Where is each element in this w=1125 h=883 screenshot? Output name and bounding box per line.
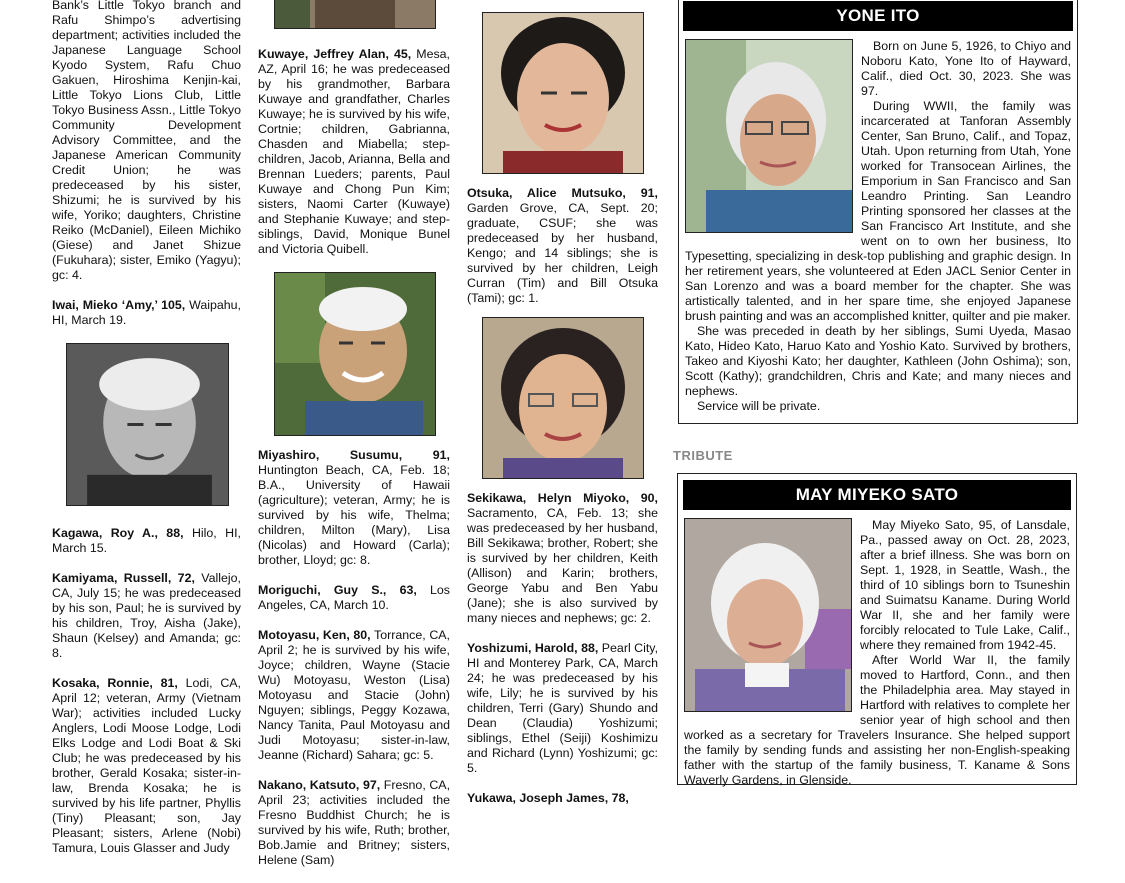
obit-otsuka: Otsuka, Alice Mutsuko, 91, Garden Grove, CA, Sept. 20; graduate, CSUF; she was predeceased by her husband, Kengo; and 14 siblings; she is survived by her children, Leigh Curran (Tim) and Bill Otsuka (Tami); gc: 1.: [467, 186, 658, 305]
obit-sekikawa: Sekikawa, Helyn Miyoko, 90, Sacramento, CA, Feb. 13; she was predeceased by her husband, Bill Sekikawa; brother, Robert; she is survived by her children, Keith (Allison) and Karin; brothers, George Yabu and Ben Yabu (Jane); she is also survived by many nieces and nephews; gc: 2.: [467, 491, 658, 625]
obit-motoyasu: Motoyasu, Ken, 80, Torrance, CA, April 2; he is survived by his wife, Joyce; children, Wayne (Stacie Wu) Motoyasu, Weston (Lisa) Motoyasu and Stacie (John) Nguyen; siblings, Peggy Kozawa, Nancy Tanita, Paul Motoyasu and Judi Motoyasu; sister-in-law, Jeanne (Richard) Sahara; gc: 5.: [258, 628, 451, 762]
photo-top-cropped: [274, 0, 436, 29]
photo-iwai: [66, 343, 229, 506]
obit-column-2: [258, 0, 450, 883]
obit-column-3: [467, 0, 658, 821]
obituary-title: YONE ITO: [683, 1, 1073, 31]
obit-kuwaye: Kuwaye, Jeffrey Alan, 45, Mesa, AZ, April 16; he was predeceased by his grandmother, Barbara Kuwaye and grandfather, Charles Kuwaye; he is survived by his wife, Cortnie; children, Gabrianna, Chasden and Miabella; step-children, Jacob, Arianna, Bella and Brennan Lueders; parents, Paul Kuwaye and Chong Pun Kim; sisters, Naomi Carter (Kuwaye) and Stephanie Kuwaye; and step-siblings, David, Monique Bunel and Victoria Quibell.: [258, 47, 451, 256]
obit-name: Iwai, Mieko ‘Amy,’ 105,: [52, 298, 186, 312]
obit-miyashiro: Miyashiro, Susumu, 91, Huntington Beach, CA, Feb. 18; B.A., University of Hawaii (agriculture); veteran, Army; he is survived by his wife, Thelma; children, Milton (Mary), Lisa (Nicolas) and Howard (Carla); brother, Lloyd; gc: 8.: [258, 448, 450, 567]
obituary-box-may-sato: [677, 473, 1077, 785]
obit-continuation: Bank’s Little Tokyo branch and Rafu Shimpo’s advertising department; activities included the Japanese Language School Kyodo System, Rafu Chuo Gakuen, Hiroshima Kenjin-kai, Little Tokyo Lions Club, Little Tokyo Business Assn., Little Tokyo Community Development Advisory Committee, and the Japanese American Community Credit Union; he was predeceased by his sister, Shizumi; he is survived by his wife, Yoriko; daughters, Christine Reiko (McDaniel), Eileen Michiko (Giese) and Janet Shizue (Fukuhara); sister, Emiko (Yagyu); gc: 4.: [52, 0, 241, 282]
photo-otsuka: [482, 12, 644, 174]
obituary-text: Born on June 5, 1926, to Chiyo and Noboru Kato, Yone Ito of Hayward, Calif., died Oct. 30, 2023. She was 97. During WWII, the family was incarcerated at Tanforan Assembly Center, San Bruno, Calif., and Topaz, Utah. Upon returning from Utah, Yone worked for Transocean Airlines, the Emporium in San Francisco and San Leandro Printing. San Leandro Printing sponsored her classes at the San Francisco Art Institute, and she went on to own her business, Ito Typesetting, specializing in desk-top publishing and graphic design. In her retirement years, she volunteered at Eden JACL Senior Center in San Lorenzo and was a board member for the chapter. She was artistically talented, and in her spare time, she enjoyed Japanese brush painting and was an accomplished knitter, quilter and pie maker. She was preceded in death by her siblings, Sumi Uyeda, Masao Kato, Hideo Kato, Haruo Kato and Yoshio Kato. Survived by brothers, Takeo and Kiyoshi Kato; her daughter, Kathleen (John Oshima); son, Scott (Kathy); grandchildren, Chris and Kate; and many nieces and nephews. Service will be private.: [685, 39, 1071, 413]
photo-may-sato: [684, 518, 852, 712]
obituary-box-yone-ito: [678, 0, 1078, 424]
obit-nakano: Nakano, Katsuto, 97, Fresno, CA, April 23; activities included the Fresno Buddhist Church; he is survived by his wife, Ruth; brother, Bob.Jamie and Britney; sisters, Helene (Sam): [258, 778, 451, 867]
obit-iwai: Iwai, Mieko ‘Amy,’ 105, Waipahu, HI, March 19.: [52, 298, 241, 327]
section-label-tribute: TRIBUTE: [673, 448, 733, 463]
obit-yoshizumi: Yoshizumi, Harold, 88, Pearl City, HI and Monterey Park, CA, March 24; he was predeceased by his wife, Lily; he is survived by his children, Terri (Gary) Shundo and Dean (Claudia) Yoshizumi; siblings, Ethel (Seiji) Koshimizu and Richard (Lynn) Yoshizumi; gc: 5.: [467, 641, 659, 775]
obit-kagawa: Kagawa, Roy A., 88, Hilo, HI, March 15.: [52, 526, 241, 555]
obituary-text: May Miyeko Sato, 95, of Lansdale, Pa., passed away on Oct. 28, 2023, after a brief illness. She was born on Sept. 1, 1928, in Seattle, Wash., the third of 10 siblings born to Tsuneshin and Suimatsu Kaname. During World War II, she and her family were forcibly relocated to Tule Lake, Calif., where they remained from 1942-45. After World War II, the family moved to Hartford, Conn., and then the Philadelphia area. May stayed in Hartford with relatives to complete her senior year of high school and then worked as a secretary for Travelers Insurance. She helped support the family by sending funds and assisting her non-English-speaking father with the startup of the family business, T. Kaname & Sons Waverly Gardens, in Glenside.: [684, 518, 1070, 787]
obit-kosaka: Kosaka, Ronnie, 81, Lodi, CA, April 12; veteran, Army (Vietnam War); activities included Lucky Anglers, Lodi Moose Lodge, Lodi Elks Lodge and Lodi Boat & Ski Club; he was predeceased by his brother, Gerald Kosaka; sister-in-law, Brenda Kosaka; he is survived by his life partner, Phyllis (Tiny) Pleasant; son, Jay Pleasant; sisters, Arlene (Nobi) Tamura, Louis Glasser and Judy: [52, 676, 241, 855]
obit-yukawa: Yukawa, Joseph James, 78,: [467, 791, 629, 805]
obit-column-1: [52, 0, 241, 871]
photo-sekikawa: [482, 317, 644, 479]
obit-kamiyama: Kamiyama, Russell, 72, Vallejo, CA, July 15; he was predeceased by his son, Paul; he is survived by his children, Troy, Aisha (Jake), Shaun (Kelsey) and Amanda; gc: 8.: [52, 571, 241, 660]
obituary-title: MAY MIYEKO SATO: [683, 480, 1071, 510]
obit-moriguchi: Moriguchi, Guy S., 63, Los Angeles, CA, March 10.: [258, 583, 451, 612]
photo-miyashiro: [274, 272, 436, 436]
photo-yone-ito: [685, 39, 853, 233]
